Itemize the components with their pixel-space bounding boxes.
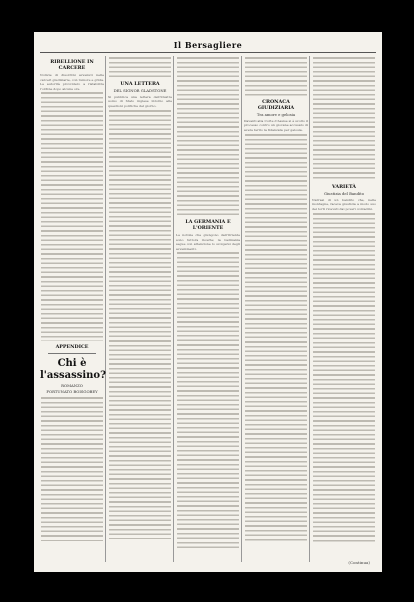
column-4 [244,56,308,543]
column-divider [173,56,174,562]
column-5 [312,56,376,542]
novel-headline: Chi è l'assassino? [40,358,106,382]
novel-author: FORTUNATO BOISGOBEY [46,389,98,395]
varieties-title: VARIETÀ [332,184,356,190]
varieties-body: Narrasi di un bandito che, nelle montagne, faceva giustizia a modo suo dei torti ricevuti dai poveri contadini. [312,197,378,211]
article-body-lines [245,56,307,96]
article-body-lines [177,56,239,216]
appendix-section-title: APPENDICE [55,344,89,351]
article-body-lines [177,251,239,551]
column-1 [40,56,104,541]
section-rule [48,353,96,354]
article-body-lines [41,91,103,341]
article-body-lines [313,56,375,181]
column-divider [105,56,106,562]
article-title: RIBELLIONE IN CARCERE [50,59,94,71]
varieties-subtitle: Giustizia del Bandito [323,191,365,196]
letter-body-lines [109,109,171,539]
letter-body: Si pubblica una lettera dell'illustre uomo di Stato inglese intorno alle questioni politiche del giorno. [108,94,174,108]
article-body-lines [109,56,171,78]
newspaper-title: Il Bersagliere [173,40,243,50]
letter-title: UNA LETTERA [120,81,160,87]
bottom-dark-border [0,572,414,602]
column-2 [108,56,172,539]
court-news-subtitle: Tra amore e gelosia [256,112,296,117]
article-body: Le notizie che giungono dall'Oriente sono tuttora incerte; la Germania segue con attenzione lo svolgersi degli avvenimenti. [176,233,242,251]
court-news-body: Davanti alla Corte d'Assise si è svolto il processo contro un giovane accusato di avere ferito la fidanzata per gelosia. [244,118,310,132]
court-news-title: CRONACA GIUDIZIARIA [257,99,295,111]
court-news-body-lines [245,133,307,543]
novel-genre: ROMANZO [61,383,83,389]
column-3 [176,56,240,551]
column-divider [241,56,242,562]
novel-body-lines [41,396,103,541]
continuation-note: (Continua) [348,560,370,565]
masthead-rule [40,52,376,53]
varieties-body-lines [313,212,375,542]
top-dark-border [0,0,414,32]
article-body: Notizie di disordini avvenuti nelle carceri giudiziarie, con rumore e grida. Le autorità provvidero a ristabilire l'ordine dopo alcune ore. [40,73,106,91]
article-title: LA GERMANIA E L'ORIENTE [185,219,231,231]
newspaper-page [34,32,382,572]
letter-subtitle: DEL SIGNOR GLADSTONE [113,88,167,93]
column-divider [309,56,310,562]
